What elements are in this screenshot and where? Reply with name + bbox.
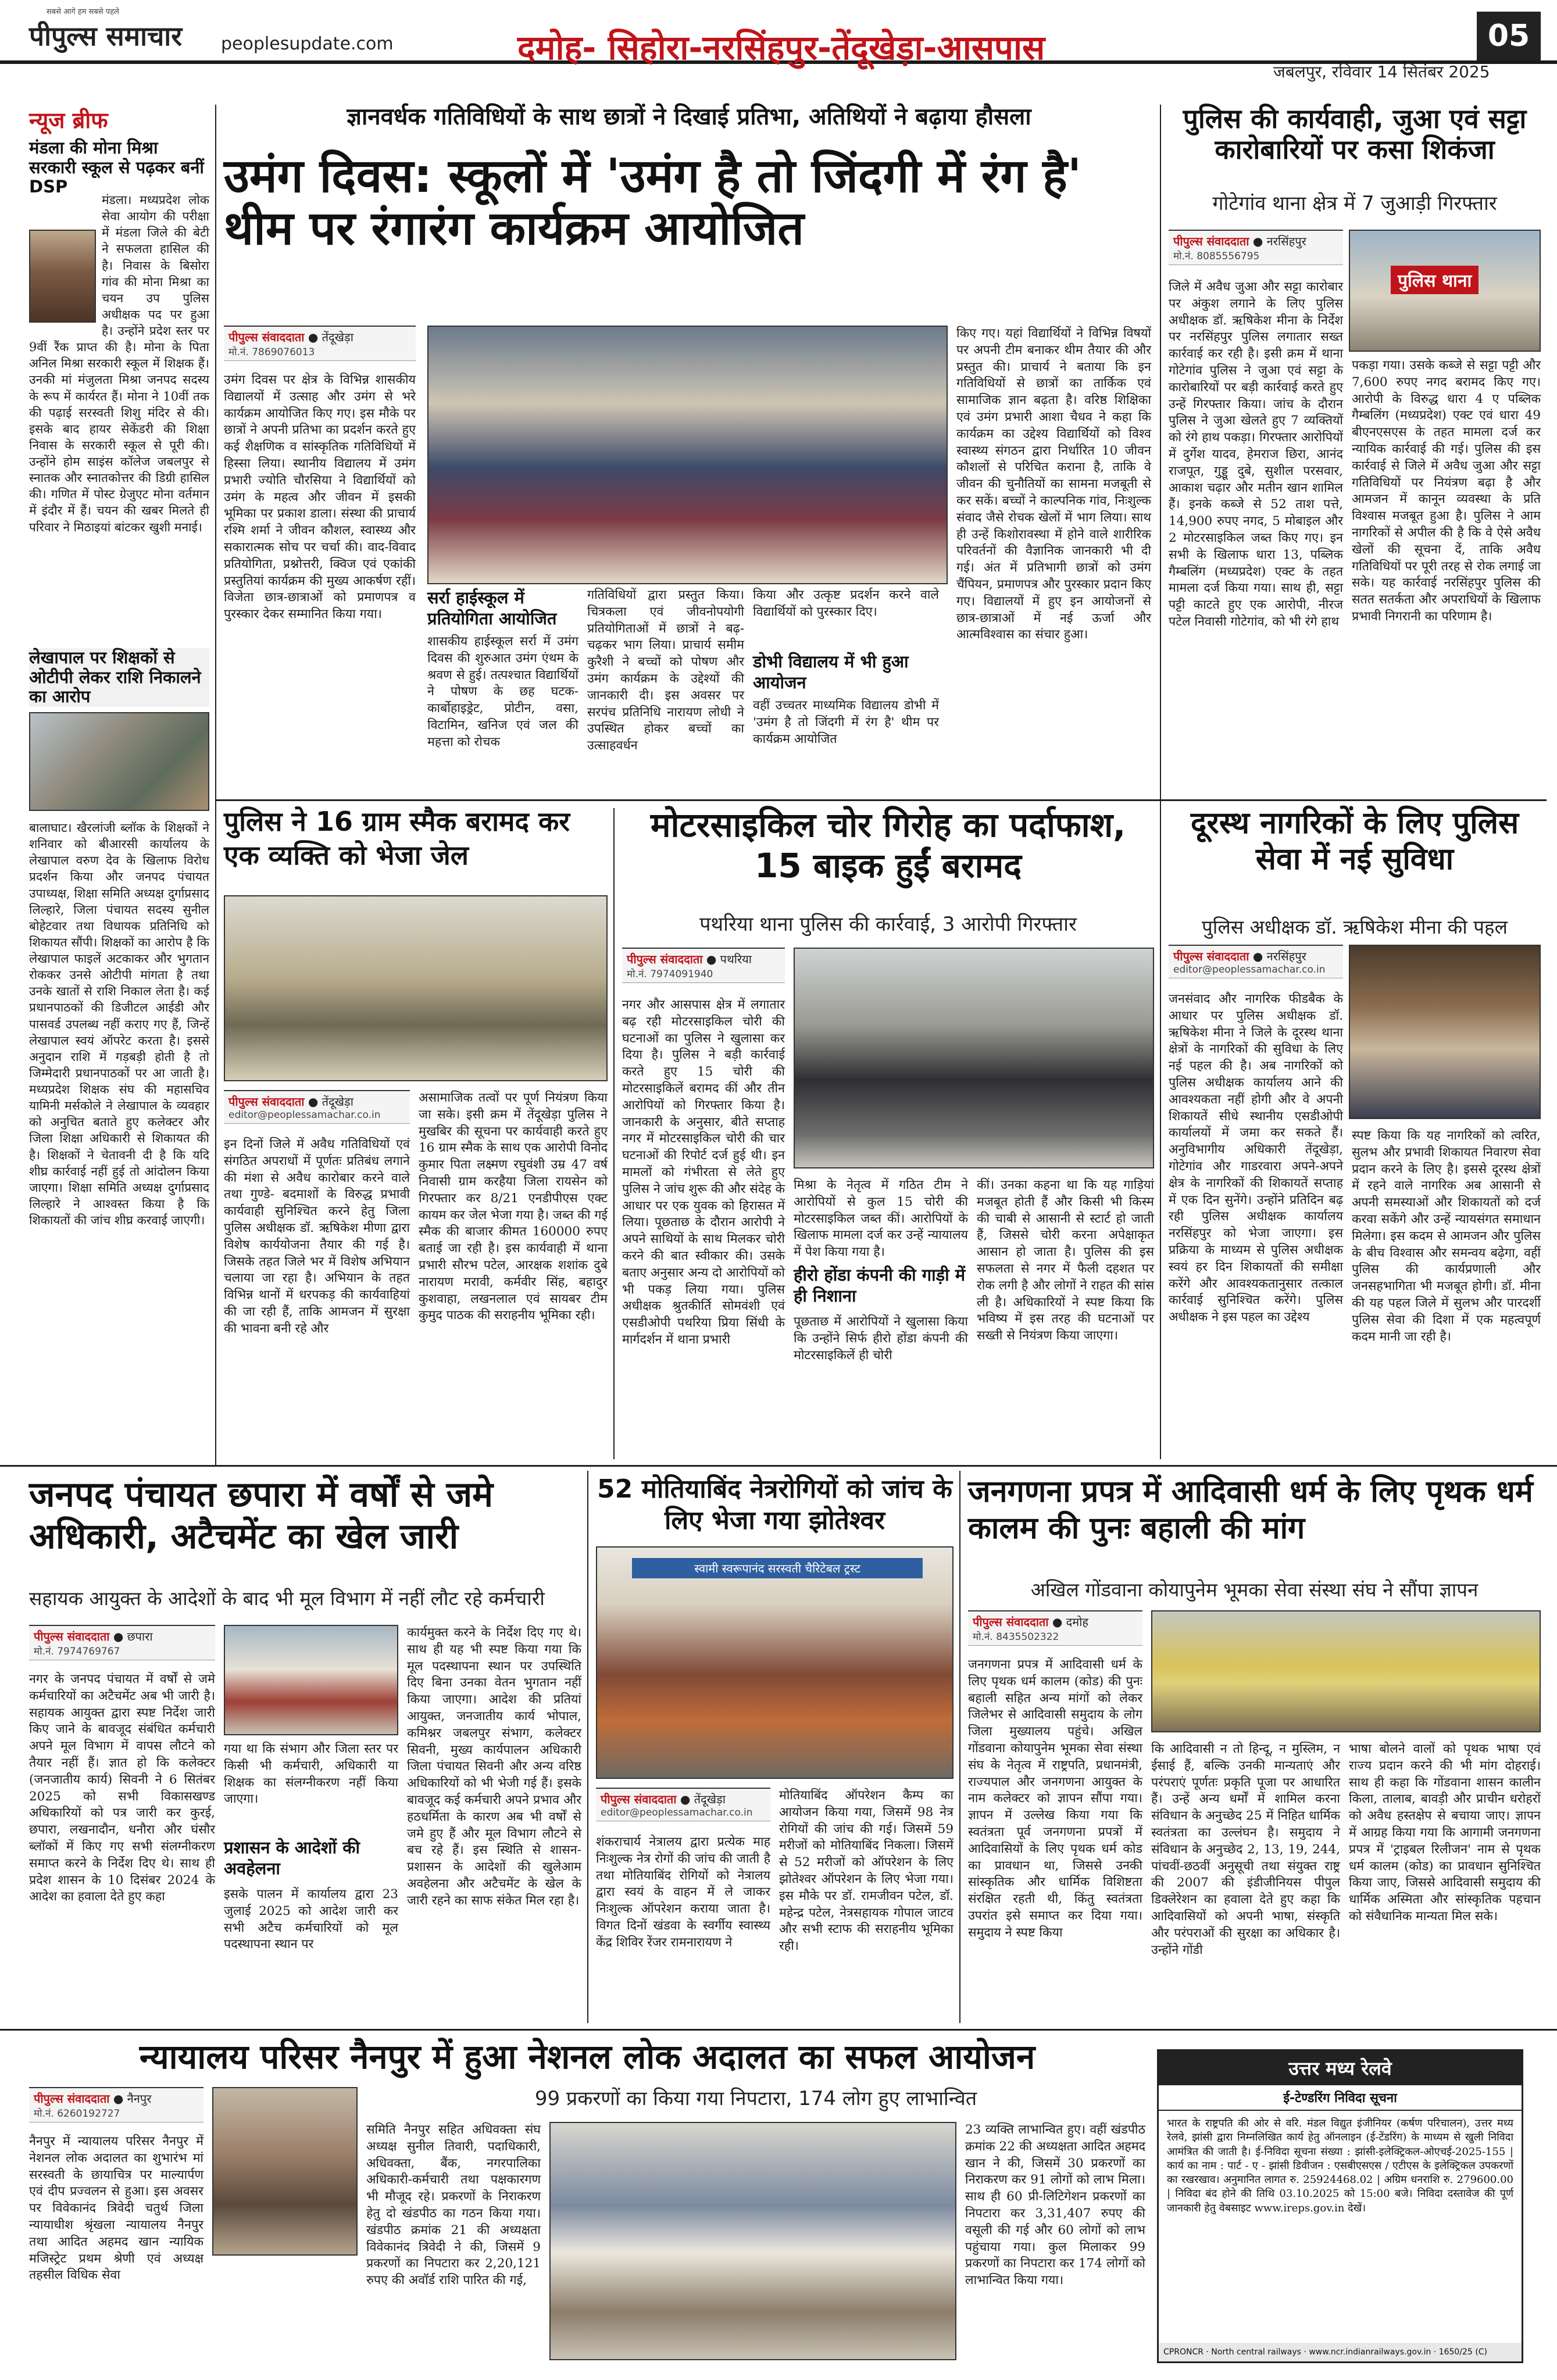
brief-headline-2: लेखापाल पर शिक्षकों से ओटीपी लेकर राशि निकालने का आरोप — [29, 648, 209, 707]
story3-byline: पीपुल्स संवाददाता ● तेंदूखेड़ा editor@peoplessamachar.co.in — [224, 1090, 410, 1124]
story2-subhead: गोटेगांव थाना क्षेत्र में 7 जुआड़ी गिरफ्तार — [1212, 192, 1497, 215]
brief-body-1: मंडला। मध्यप्रदेश लोक सेवा आयोग की परीक्षा में मंडला जिले की बेटी ने सफलता हासिल की है। निवास के बिसोरा गांव की मोना मिश्रा का चयन उप पुलिस अधीक्षक पद पर हुआ है। उन्होंने प्रदेश स्तर पर 9वीं रैंक प्राप्त की है। मोना के पिता अनिल मिश्रा सरकारी स्कूल में शिक्षक हैं। उनकी मां मंजुलता मिश्रा जनपद सदस्य के रूप में कार्यरत हैं। मोना ने 10वीं तक की पढ़ाई सरस्वती शिशु मंदिर से की। इसके बाद हायर सेकेंडरी की शिक्षा निवास के सरकारी स्कूल से पूरी की। उन्होंने होम साइंस कॉलेज जबलपुर से स्नातक और स्नातकोत्तर की डिग्री हासिल की। गणित में पोस्ट ग्रेजुएट मोना वर्तमान में इंदौर में हैं। चयन की खबर मिलते ही परिवार ने मिठाइयां बांटकर खुशी मनाई। — [29, 193, 209, 534]
newspaper-logo — [29, 8, 183, 53]
story3-column-2: असामाजिक तत्वों पर पूर्ण नियंत्रण किया जा सके। इसी क्रम में तेंदूखेड़ा पुलिस ने मुखबिर की सूचना पर कार्यवाही करते हुए 16 ग्राम स्मैक के साथ एक आरोपी विनोद कुमार पिता लक्ष्मण रघुवंशी उम्र 47 वर्ष निवासी ग्राम करहैया जिला रायसेन को गिरफ्तार कर 8/21 एनडीपीएस एक्ट कायम कर जेल भेजा गया है। जब्त की गई स्मैक की बाजार कीमत 160000 रुपए बताई जा रही है। इस कार्यवाही में थाना प्रभारी सौरभ पटेल, आरक्षक शशांक दुबे नारायण मरावी, कर्मवीर सिंह, बहादुर कुशवाहा, लखनलाल एवं सायबर टीम कुमुद पाठक की सराहनीय भूमिका रही। — [419, 1091, 608, 1323]
smack-seizure-photo — [224, 895, 608, 1081]
ad-footer: CPRONCR · North central railways · www.ncr.indianrailways.gov.in · 1650/25 (C) — [1159, 2343, 1522, 2361]
brand-tagline: सबसे आगे हम सबसे पहले — [47, 8, 119, 16]
story4-headline: मोटरसाइकिल चोर गिरोह का पर्दाफाश, 15 बाइक हुईं बरामद — [650, 805, 1126, 885]
brief-body-2: बालाघाट। खैरलांजी ब्लॉक के शिक्षकों ने शनिवार को बीआरसी कार्यालय के लेखापाल वरुण देव के खिलाफ विरोध प्रदर्शन किया और जनपद पंचायत उपाध्यक्ष, शिक्षा समिति अध्यक्ष दुर्गाप्रसाद लिल्हारे, जिला पंचायत सदस्य सुनील बोहेटवार तथा विधायक प्रतिनिधि को शिकायत सौंपी। शिक्षकों का आरोप है कि लेखापाल फाइलें अटकाकर और भुगतान रोककर उनसे ओटीपी मांगता है तथा उनके खातों से राशि निकाल लेता है। कई प्रधानपाठकों की डिजीटल आईडी और पासवर्ड उपलब्ध नहीं कराए गए हैं, जिन्हें लेखापाल स्वयं ऑपरेट करता है। इससे अनुदान राशि में गड़बड़ी होती है तो जिम्मेदारी प्रधानपाठकों पर आ जाती है। मध्यप्रदेश शिक्षक संघ की महासचिव यामिनी मर्सकोले ने लेखापाल के व्यवहार को अनुचित बताते हुए कलेक्टर और जिला शिक्षा अधिकारी से शिकायत की है। शिक्षकों ने चेतावनी दी है कि यदि शीघ्र कार्रवाई नहीं हुई तो आंदोलन किया जाएगा। शिक्षा समिति अध्यक्ष दुर्गाप्रसाद लिल्हारे ने आश्वस्त किया है कि शिकायतों की जांच शीघ्र करवाई जाएगी। — [29, 821, 209, 1227]
story8-headline: जनगणना प्रपत्र में आदिवासी धर्म के लिए पृथक धर्म कालम की पुनः बहाली की मांग — [968, 1474, 1533, 1546]
column-rule — [1160, 105, 1161, 808]
story2-headline: पुलिस की कार्यवाही, जुआ एवं सट्टा कारोबारियों पर कसा शिकंजा — [1183, 103, 1527, 166]
page-number: 05 — [1477, 12, 1541, 60]
story4-column-3: कीं। उनका कहना था कि यह गाड़ियां मजबूत होती हैं और किसी भी किस्म की चाबी से आसानी से स्टार्ट हो जाती हैं, जिससे चोरी करना अपेक्षाकृत आसान हो जाता है। पुलिस की इस सफलता से नगर में फैली दहशत पर रोक लगी है और लोगों ने राहत की सांस ली है। अधिकारियों ने स्पष्ट किया कि भविष्य में इस तरह की घटनाओं पर सख्ती से नियंत्रण किया जाएगा। — [977, 1178, 1154, 1343]
story2-column-1: जिले में अवैध जुआ और सट्टा कारोबार पर अंकुश लगाने के लिए पुलिस अधीक्षक डॉ. ऋषिकेश मीना के निर्देश पर नरसिंहपुर पुलिस लगातार सख्त कार्रवाई कर रही है। इसी क्रम में थाना गोटेगांव पुलिस ने जुआ एवं सट्टा के कारोबारियों पर बड़ी कार्रवाई करते हुए उन्हें गिरफ्तार किया। जांच के दौरान पुलिस ने जुआ खेलते हुए 7 व्यक्तियों को रंगे हाथ पकड़ा। गिरफ्तार आरोपियों में दुर्गेश यादव, हेमराज छिरा, आनंद राजपूत, गुड्डू दुबे, सुशील परसवार, आकाश चढ़ार और मतीन खान शामिल हैं। इनके कब्जे से 52 ताश पत्ते, 14,900 रुपए नगद, 5 मोबाइल और 2 मोटरसाइकिल जब्त किए गए। इन सभी के खिलाफ धारा 13, पब्लिक गैम्बलिंग (मध्यप्रदेश) एक्ट के तहत मामला दर्ज किया गया। साथ ही, सट्टा पट्टी काटते हुए एक आरोपी, नीरज पटेल निवासी गोटेगांव, को भी रंगे हाथ — [1169, 280, 1343, 629]
ad-subtitle: ई-टेण्डरिंग निविदा सूचना — [1159, 2085, 1522, 2111]
dateline: जबलपुर, रविवार 14 सितंबर 2025 — [1273, 62, 1490, 81]
story1-column-5: किए गए। यहां विद्यार्थियों ने विभिन्न विषयों पर अपनी टीम बनाकर थीम तैयार की और प्रस्तुत की। प्राचार्य ने बताया कि इन गतिविधियों से छात्रों का तार्किक एवं सामाजिक ज्ञान बढ़ता है। वरिष्ठ शिक्षिका एवं उमंग प्रभारी आशा चैधव ने कहा कि कार्यक्रम का उद्देश्य विद्यार्थियों को विश्व स्वास्थ्य संगठन द्वारा निर्धारित 10 जीवन कौशलों से परिचित कराना है, ताकि वे जीवन की चुनौतियों का सामना मजबूती से कर सकें। बच्चों ने काल्पनिक गांव, निःशुल्क संवाद जैसे रोचक खेलों में भाग लिया। साथ ही उन्हें किशोरावस्था में होने वाले शारीरिक परिवर्तनों की वैज्ञानिक जानकारी भी दी गई। अंत में प्रतिभागी छात्रों को उमंग चैंपियन, प्रमाणपत्र और पुरस्कार प्रदान किए गए। विद्यालयों में हुए इन आयोजनों से छात्र-छात्राओं में नई ऊर्जा और आत्मविश्वास का संचार हुआ। — [956, 326, 1151, 642]
story7-column-2: मोतियाबिंद ऑपरेशन कैम्प का आयोजन किया गया, जिसमें 98 नेत्र रोगियों की जांच की गई। जिसमें 59 मरीजों को मोतियाबिंद निकला। जिसमें से 52 मरीजों को ऑपरेशन के लिए झोतेश्वर ऑपरेशन के लिए भेजा गया। इस मौके पर डॉ. रामजीवन पटेल, डॉ. महेन्द्र पटेल, नेत्रसहायक गोपाल जाटव और सभी स्टाफ की सराहनीय भूमिका रही। — [779, 1788, 954, 1954]
story6-byline: पीपुल्स संवाददाता ● छपारा मो.नं. 7974769767 — [29, 1625, 215, 1660]
section-rule — [215, 799, 1547, 801]
story8-column-3: भाषा बोलने वालों को पृथक भाषा एवं राज्य प्रदान करने की भी मांग दोहराई। साथ ही कहा कि गोंडवाना शासन कालीन किला, तालाब, बावड़ी और प्राचीन धरोहरों को अवैध हस्तक्षेप से बचाया जाए। ज्ञापन में आग्रह किया गया कि आगामी जनगणना प्रपत्र में 'ट्राइबल रिलीजन' नाम से पृथक धर्म कालम (कोड) का प्रावधान सुनिश्चित किया जाए, जिससे आदिवासी समुदाय की धार्मिक अस्मिता और सांस्कृतिक पहचान को संवैधानिक मान्यता मिल सके। — [1349, 1742, 1541, 1924]
story2-column-2: पकड़ा गया। उसके कब्जे से सट्टा पट्टी और 7,600 रुपए नगद बरामद किए गए। आरोपी के विरुद्ध धारा 4 ए पब्लिक गैम्बलिंग (मध्यप्रदेश) एक्ट एवं धारा 49 बीएनएसएस के तहत मामला दर्ज कर न्यायिक कार्रवाई की गई। पुलिस की इस कार्रवाई से जिले में अवैध जुआ और सट्टा गतिविधियों पर नियंत्रण बढ़ा है और आमजन में कानून व्यवस्था के प्रति विश्वास मजबूत हुआ है। पुलिस ने आम नागरिकों से अपील की है कि वे ऐसे अवैध खेलों की सूचना दें, ताकि अवैध गतिविधियों पर पूरी तरह से रोक लगाई जा सके। यह कार्रवाई नरसिंहपुर पुलिस की सतत सतर्कता और अपराधियों के खिलाफ प्रभावी निगरानी का परिणाम है। — [1352, 358, 1541, 624]
story9-subhead: 99 प्रकरणों का किया गया निपटारा, 174 लोग हुए लाभान्वित — [534, 2087, 977, 2110]
section-title: दमोह- सिहोरा-नरसिंहपुर-तेंदूखेड़ा-आसपास — [517, 28, 1045, 67]
story8-byline: पीपुल्स संवाददाता ● दमोह मो.नं. 8435502322 — [968, 1610, 1142, 1646]
news-brief-label: न्यूज ब्रीफ — [29, 108, 108, 133]
lok-adalat-photo-main — [549, 2122, 956, 2360]
tribal-memorandum-photo — [1151, 1610, 1541, 1732]
story5-headline: दूरस्थ नागरिकों के लिए पुलिस सेवा में नई सुविधा — [1190, 806, 1519, 877]
eye-camp-photo — [596, 1546, 954, 1779]
story1-subhead-2: डोभी विद्यालय में भी हुआ आयोजन — [753, 652, 909, 693]
story9-column-1: नैनपुर में न्यायालय परिसर नैनपुर में नेशनल लोक अदालत का शुभारंभ मां सरस्वती के छायाचित्र पर माल्यार्पण एवं दीप प्रज्वलन से हुआ। इस अवसर पर विवेकानंद त्रिवेदी चतुर्थ जिला न्यायाधीश श्रृंखला न्यायालय नैनपुर तथा आदित अहमद खान न्यायिक मजिस्ट्रेट प्रथम श्रेणी एवं अध्यक्ष तहसील विधिक सेवा — [29, 2134, 203, 2283]
story6-subhead: सहायक आयुक्त के आदेशों के बाद भी मूल विभाग में नहीं लौट रहे कर्मचारी — [29, 1587, 545, 1610]
story9-column-3: 23 व्यक्ति लाभान्वित हुए। वहीं खंडपीठ क्रमांक 22 की अध्यक्षता आदित अहमद खान ने की, जिसमें 30 प्रकरणों का निराकरण कर 91 लोगों को लाभ मिला। साथ ही 60 प्री-लिटिगेशन प्रकरणों का निपटारा कर 3,31,407 रुपए की वसूली की गई और 60 लोगों को लाभ पहुंचाया गया। कुल मिलाकर 99 प्रकरणों का निपटारा कर 174 लोगों को लाभान्वित किया गया। — [965, 2122, 1145, 2288]
story1-column-1: उमंग दिवस पर क्षेत्र के विभिन्न शासकीय विद्यालयों में उत्साह और उमंग से भरे कार्यक्रम आयोजित किए गए। इस मौके पर छात्रों ने अपनी प्रतिभा का प्रदर्शन करते हुए कई शैक्षणिक व सांस्कृतिक गतिविधियों में हिस्सा लिया। स्थानीय विद्यालय में उमंग प्रभारी ज्योति चौरसिया ने विद्यार्थियों को उमंग के महत्व और जीवन में इसकी भूमिका पर प्रकाश डाला। संस्था की प्राचार्य रश्मि शर्मा ने जीवन कौशल, स्वास्थ्य और सकारात्मक सोच पर चर्चा की। वाद-विवाद प्रतियोगिता, प्रश्नोत्तरी, क्विज एवं एकांकी प्रस्तुतियां कार्यक्रम की मुख्य आकर्षण रहीं। विजेता छात्र-छात्राओं को प्रमाणपत्र व पुरस्कार देकर सम्मानित किया गया। — [224, 373, 416, 622]
ad-title: उत्तर मध्य रेलवे — [1159, 2051, 1522, 2085]
story1-column-2: शासकीय हाईस्कूल सर्रा में उमंग दिवस की शुरुआत उमंग एंथम के श्रवण से हुई। तत्पश्चात विद्यार्थियों ने पोषण के छह घटक- कार्बोहाइड्रेट, प्रोटीन, वसा, विटामिन, खनिज एवं जल की महत्ता को रोचक — [427, 634, 578, 749]
story1-column-4b: वहीं उच्चतर माध्यमिक विद्यालय डोभी में 'उमंग है तो जिंदगी में रंग है' थीम पर कार्यक्रम आयोजित — [753, 698, 939, 746]
janpad-office-photo — [224, 1625, 398, 1735]
story1-column-3: गतिविधियों द्वारा प्रस्तुत किया। चित्रकला एवं जीवनोपयोगी प्रतियोगिताओं में छात्रों ने बढ़-चढ़कर भाग लिया। प्राचार्य समीम कुरैशी ने बच्चों को पोषण और उमंग कार्यक्रम के उद्देश्यों की जानकारी दी। इस अवसर पर सरपंच प्रतिनिधि नारायण लोधी ने उपस्थित होकर बच्चों का उत्साहवर्धन — [587, 588, 744, 753]
story6-column-2b: इसके पालन में कार्यालय द्वारा 23 जुलाई 2025 को आदेश जारी कर सभी अटैच कर्मचारियों को मूल पदस्थापना स्थान पर — [224, 1887, 398, 1952]
story7-headline: 52 मोतियाबिंद नेत्ररोगियों को जांच के लिए भेजा गया झोतेश्वर — [597, 1474, 952, 1535]
story7-byline: पीपुल्स संवाददाता ● तेंदूखेड़ा editor@peoplessamachar.co.in — [596, 1788, 770, 1821]
story1-column-4: किया और उत्कृष्ट प्रदर्शन करने वाले विद्यार्थियों को पुरस्कार दिए। — [753, 588, 939, 619]
column-rule — [215, 105, 216, 1465]
eye-camp-bus-banner: स्वामी स्वरूपानंद सरस्वती चैरिटेबल ट्रस्ट — [632, 1558, 923, 1578]
story6-subhead-2: प्रशासन के आदेशों की अवहेलना — [224, 1838, 360, 1879]
teachers-protest-photo — [29, 712, 209, 811]
sp-officer-photo — [1349, 945, 1541, 1119]
masthead — [0, 0, 1557, 67]
story5-column-1: जनसंवाद और नागरिक फीडबैक के आधार पर पुलिस अधीक्षक डॉ. ऋषिकेश मीना ने जिले के दूरस्थ थाना क्षेत्रों के नागरिकों की सुविधा के लिए नई पहल की है। अब नागरिकों को पुलिस अधीक्षक कार्यालय आने की आवश्यकता नहीं होगी और वे अपनी शिकायतें सीधे स्थानीय एसडीओपी कार्यालयों में जमा कर सकते हैं। अनुविभागीय अधिकारी तेंदूखेड़ा, गोटेगांव और गाडरवारा अपने-अपने क्षेत्र के नागरिकों की शिकायतें सप्ताह में एक दिन सुनेंगे। उन्होंने प्रतिदिन बढ़ रही पुलिस अधीक्षक कार्यालय नरसिंहपुर को भेजा जाएगा। इस प्रक्रिया के माध्यम से पुलिस अधीक्षक स्वयं हर दिन शिकायतों की समीक्षा करेंगे और आवश्यकतानुसार तत्काल कार्रवाई सुनिश्चित करेंगे। पुलिस अधीक्षक ने इस पहल का उद्देश्य — [1169, 992, 1343, 1325]
seized-bikes-photo — [794, 948, 1154, 1168]
section-rule — [0, 1465, 1557, 1467]
column-rule — [613, 808, 615, 1459]
umang-event-photo — [427, 326, 948, 584]
story4-column-1: नगर और आसपास क्षेत्र में लगातार बढ़ रही मोटरसाइकिल चोरी की घटनाओं का पुलिस ने खुलासा कर दिया है। पुलिस ने बड़ी कार्रवाई करते हुए 15 चोरी की मोटरसाइकिलें बरामद कीं और तीन आरोपियों को गिरफ्तार किया है। जानकारी के अनुसार, बीते सप्ताह नगर में मोटरसाइकिल चोरी की चार घटनाओं की रिपोर्ट दर्ज हुई थी। इन मामलों को गंभीरता से लेते हुए पुलिस ने जांच शुरू की और संदेह के आधार पर एक युवक को हिरासत में लिया। पूछताछ के दौरान आरोपी ने अपने साथियों के साथ मिलकर चोरी करने की बात स्वीकार की। उसके बताए अनुसार अन्य दो आरोपियों को भी पकड़ लिया गया। पुलिस अधीक्षक श्रुतकीर्ति सोमवंशी एवं एसडीओपी पथरिया प्रिया सिंधी के मार्गदर्शन में थाना प्रभारी — [622, 998, 785, 1347]
story8-column-1: जनगणना प्रपत्र में आदिवासी धर्म के लिए पृथक धर्म कालम (कोड) की पुनः बहाली सहित अन्य मांगों को लेकर जिलेभर से आदिवासी समुदाय के लोग जिला मुख्यालय पहुंचे। अखिल गोंडवाना कोयापुनेम भूमका सेवा संस्था संघ के नेतृत्व में राष्ट्रपति, प्रधानमंत्री, राज्यपाल और जनगणना आयुक्त के नाम कलेक्टर को ज्ञापन सौंपा गया। ज्ञापन में उल्लेख किया गया कि स्वतंत्रता पूर्व जनगणना प्रपत्रों में आदिवासियों के लिए पृथक धर्म कोड का प्रावधान था, जिससे उनकी सांस्कृतिक और धार्मिक विशिष्टता संरक्षित रहती थी, किंतु स्वतंत्रता उपरांत इसे समाप्त कर दिया गया। समुदाय ने स्पष्ट किया — [968, 1657, 1142, 1940]
story4-subhead: पथरिया थाना पुलिस की कार्रवाई, 3 आरोपी गिरफ्तार — [699, 913, 1077, 936]
story6-column-3: कार्यमुक्त करने के निर्देश दिए गए थे। साथ ही यह भी स्पष्ट किया गया कि मूल पदस्थापना स्थान पर उपस्थिति दिए बिना उनका वेतन भुगतान नहीं किया जाएगा। आदेश की प्रतियां आयुक्त, जनजातीय कार्य भोपाल, कमिश्नर जबलपुर संभाग, कलेक्टर सिवनी, मुख्य कार्यपालन अधिकारी जिला पंचायत सिवनी और अन्य वरिष्ठ अधिकारियों को भी भेजी गई हैं। इसके बावजूद कई कर्मचारी अपने प्रभाव और हठधर्मिता के कारण अब भी वर्षों से जमे हुए हैं और मूल विभाग लौटने से बच रहे हैं। इस स्थिति से शासन-प्रशासन के आदेशों की खुलेआम अवहेलना और अटैचमेंट के खेल के जारी रहने का साफ संकेत मिल रहा है। — [407, 1625, 581, 1908]
story6-column-2: गया था कि संभाग और जिला स्तर पर किसी भी कर्मचारी, अधिकारी या शिक्षक का संलग्नीकरण नहीं किया जाएगा। — [224, 1742, 398, 1807]
story8-column-2: कि आदिवासी न तो हिन्दू, न मुस्लिम, न ईसाई हैं, बल्कि उनकी मान्यताएं और परंपराएं पूर्णतः प्रकृति पूजा पर आधारित हैं। उन्हें अन्य धर्मों में शामिल करना संविधान के अनुच्छेद 25 में निहित धार्मिक स्वतंत्रता का उल्लंघन है। समुदाय ने संविधान के अनुच्छेद 2, 13, 19, 244, पांचवीं-छठवीं अनुसूची तथा संयुक्त राष्ट्र की 2007 की इंडीजीनियस पीपुल डिक्लेरेशन का हवाला देते हुए कहा कि आदिवासियों को अपनी भाषा, संस्कृति और परंपराओं की सुरक्षा का अधिकार है। उन्होंने गोंडी — [1151, 1742, 1340, 1957]
brand-name: पीपुल्स समाचार — [29, 20, 183, 52]
story7-column-1: शंकराचार्य नेत्रालय द्वारा प्रत्येक माह निःशुल्क नेत्र रोगों की जांच की जाती है तथा मोतियाबिंद रोगियों को नेत्रालय द्वारा स्वयं के वाहन में ले जाकर निःशुल्क ऑपरेशन कराया जाता है। विगत दिनों खंडवा के स्वर्गीय स्वास्थ्य केंद्र शिविर रेंजर रामनारायण ने — [596, 1835, 770, 1950]
story4-subhead-2: हीरो होंडा कंपनी की गाड़ी में ही निशाना — [794, 1265, 966, 1306]
story4-column-2: मिश्रा के नेतृत्व में गठित टीम ने आरोपियों से कुल 15 चोरी की मोटरसाइकिल जब्त कीं। आरोपियों के खिलाफ मामला दर्ज कर उन्हें न्यायालय में पेश किया गया है। — [794, 1178, 968, 1260]
story4-column-2b: पूछताछ में आरोपियों ने खुलासा किया कि उन्होंने सिर्फ हीरो होंडा कंपनी की मोटरसाइकिलें ही चोरी — [794, 1314, 968, 1363]
story4-byline: पीपुल्स संवाददाता ● पथरिया मो.नं. 7974091940 — [622, 948, 785, 983]
story3-headline: पुलिस ने 16 ग्राम स्मैक बरामद कर एक व्यक्ति को भेजा जेल — [224, 806, 570, 871]
story3-column-1: इन दिनों जिले में अवैध गतिविधियों एवं संगठित अपराधों में पूर्णतः प्रतिबंध लगाने की मंशा से अवैध कारोबार करने वाले तथा गुण्डे- बदमाशों के विरुद्ध प्रभावी कार्यवाही सुनिश्चित करने हेतु जिला पुलिस अधीक्षक डॉ. ऋषिकेश मीणा द्वारा विशेष कार्ययोजना तैयार की गई है। जिसके तहत जिले भर में विशेष अभियान चलाया जा रहा है। अभियान के तहत विभिन्न थानों में धरपकड़ की कार्यवाहियां की जा रही हैं, ताकि आमजन में सुरक्षा की भावना बनी रहे और — [224, 1137, 410, 1336]
police-station-sign: पुलिस थाना — [1391, 266, 1479, 294]
story6-column-1: नगर के जनपद पंचायत में वर्षों से जमे कर्मचारियों का अटैचमेंट अब भी जारी है। सहायक आयुक्त द्वारा स्पष्ट निर्देश जारी किए जाने के बावजूद संबंधित कर्मचारी अपने मूल विभाग में वापस लौटने को तैयार नहीं हैं। ज्ञात हो कि कलेक्टर (जनजातीय कार्य) सिवनी ने 6 सितंबर 2025 को सभी विकासखण्ड अधिकारियों को पत्र जारी कर कुरई, छपारा, लखनादौन, धनौरा और घंसौर ब्लॉकों में किए गए सभी संलग्नीकरण समाप्त करने के निर्देश दिए थे। साथ ही प्रदेश शासन के 10 दिसंबर 2024 के आदेश का हवाला देते हुए कहा — [29, 1672, 215, 1904]
story5-column-2: स्पष्ट किया कि यह नागरिकों को त्वरित, सुलभ और प्रभावी शिकायत निवारण सेवा प्रदान करने के लिए है। इससे दूरस्थ क्षेत्रों में रहने वाले नागरिक अब आसानी से अपनी समस्याओं और शिकायतों को दर्ज करवा सकेंगे और उन्हें न्यायसंगत समाधान मिलेगा। इस कदम से आमजन और पुलिस के बीच विश्वास और समन्वय बढ़ेगा, वहीं पुलिस की कार्यप्रणाली और जनसहभागिता भी मजबूत होगी। डॉ. मीना की यह पहल जिले में सुलभ और पारदर्शी पुलिस सेवा की दिशा में एक महत्वपूर्ण कदम मानी जा रही है। — [1352, 1128, 1541, 1344]
column-rule — [959, 1471, 960, 2023]
story6-headline: जनपद पंचायत छपारा में वर्षों से जमे अधिकारी, अटैचमेंट का खेल जारी — [29, 1474, 493, 1557]
story8-subhead: अखिल गोंडवाना कोयापुनेम भूमका सेवा संस्था संघ ने सौंपा ज्ञापन — [1030, 1578, 1479, 1601]
story5-byline: पीपुल्स संवाददाता ● नरसिंहपुर editor@peoplessamachar.co.in — [1169, 945, 1343, 978]
ad-body: भारत के राष्ट्रपति की ओर से वरि. मंडल विद्युत इंजीनियर (कर्षण परिचालन), उत्तर मध्य रेलवे, झांसी द्वारा निम्नलिखित कार्य हेतु ऑनलाइन (ई-टेंडरिंग) के माध्यम से खुली निविदा आमंत्रित की जाती है। ई-निविदा सूचना संख्या : झांसी-इलेक्ट्रिकल-ओएचई-2025-155 | कार्य का नाम : पार्ट - ए - झांसी डिवीजन : एसबीएसएस / एटीएस के इलेक्ट्रिकल उपकरणों का रखरखाव। अनुमानित लागत रु. 25924468.02 | अग्रिम धनराशि रु. 279600.00 | निविदा बंद होने की तिथि 03.10.2025 को 15:00 बजे। निविदा दस्तावेज की पूर्ण जानकारी हेतु वेबसाइट www.ireps.gov.in देखें। — [1167, 2117, 1513, 2214]
story1-byline: पीपुल्स संवाददाता ● तेंदूखेड़ा मो.नं. 7869076013 — [224, 326, 416, 361]
story9-byline: पीपुल्स संवाददाता ● नैनपुर मो.नं. 6260192727 — [29, 2087, 203, 2122]
brief-headline-1: मंडला की मोना मिश्रा सरकारी स्कूल से पढ़कर बनीं DSP — [29, 138, 204, 197]
website-link[interactable]: peoplesupdate.com — [221, 34, 394, 54]
story1-kicker: ज्ञानवर्धक गतिविधियों के साथ छात्रों ने दिखाई प्रतिभा, अतिथियों ने बढ़ाया हौसला — [347, 103, 1031, 130]
column-rule — [587, 1471, 588, 2023]
railway-tender-ad — [1157, 2049, 1523, 2363]
story5-subhead: पुलिस अधीक्षक डॉ. ऋषिकेश मीना की पहल — [1202, 916, 1508, 938]
story9-headline: न्यायालय परिसर नैनपुर में हुआ नेशनल लोक अदालत का सफल आयोजन — [139, 2037, 1035, 2077]
story2-byline: पीपुल्स संवाददाता ● नरसिंहपुर मो.नं. 8085556795 — [1169, 230, 1343, 265]
story9-column-2: समिति नैनपुर सहित अधिवक्ता संघ अध्यक्ष सुनील तिवारी, पदाधिकारी, अधिवक्ता, बैंक, नगरपालिका अधिकारी-कर्मचारी तथा पक्षकारगण भी मौजूद रहे। प्रकरणों के निराकरण हेतु दो खंडपीठ का गठन किया गया। खंडपीठ क्रमांक 21 की अध्यक्षता विवेकानंद त्रिवेदी ने की, जिसमें 9 प्रकरणों का निपटारा कर 2,20,121 रुपए की अवॉर्ड राशि पारित की गई, — [366, 2122, 541, 2288]
story1-subhead-1: सर्रा हाईस्कूल में प्रतियोगिता आयोजित — [427, 588, 557, 629]
column-rule — [1160, 808, 1161, 1459]
story1-headline: उमंग दिवस: स्कूलों में 'उमंग है तो जिंदगी में रंग है' थीम पर रंगारंग कार्यक्रम आयोजित — [224, 149, 1082, 255]
section-rule — [0, 2029, 1557, 2031]
police-station-photo — [1349, 230, 1541, 352]
lok-adalat-photo-left — [212, 2087, 358, 2256]
